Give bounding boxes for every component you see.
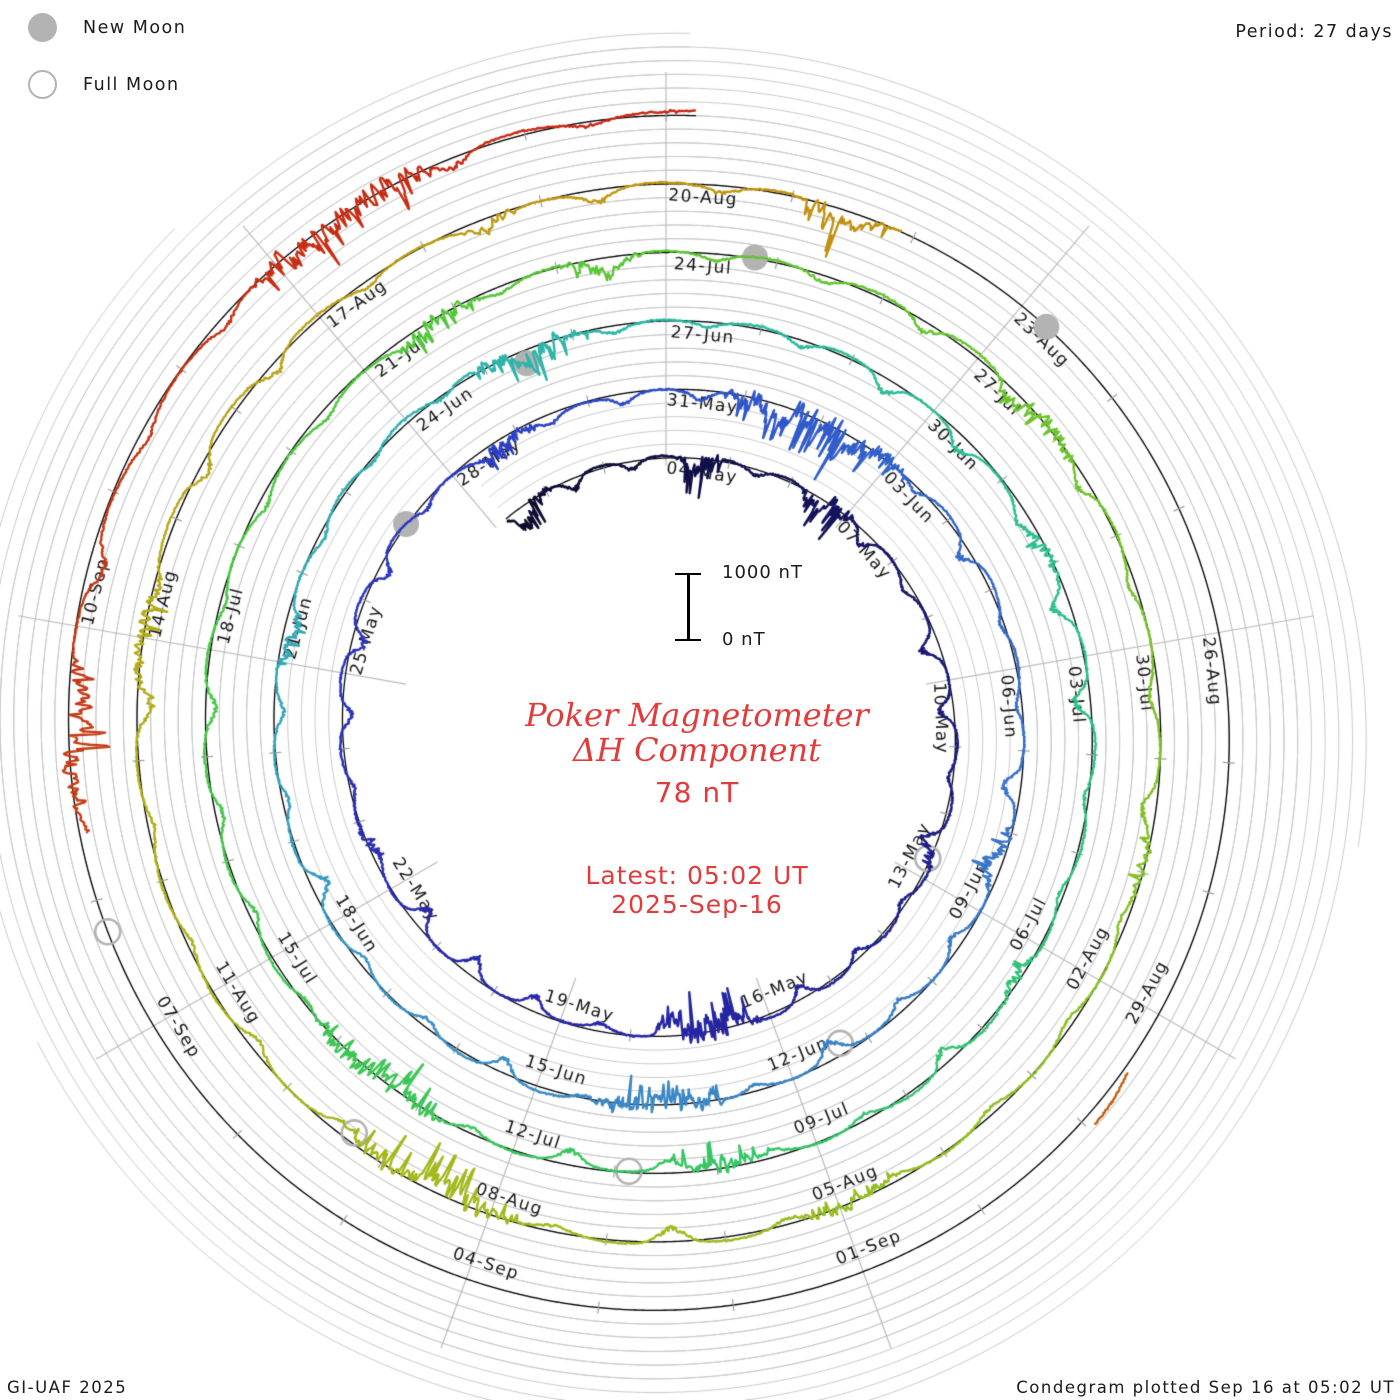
scale-bar-top-cap	[675, 573, 701, 575]
latest-timestamp	[585, 861, 808, 919]
plot-title-line1: Poker Magnetometer	[525, 696, 869, 734]
full-moon-label: Full Moon	[83, 74, 180, 95]
scale-top-label: 1000 nT	[722, 562, 803, 583]
current-value: 78 nT	[654, 776, 740, 809]
scale-bar	[687, 574, 690, 640]
latest-line2: 2025-Sep-16	[611, 890, 783, 919]
scale-bottom-label: 0 nT	[722, 629, 766, 650]
full-moon-icon	[28, 70, 57, 99]
new-moon-label: New Moon	[83, 17, 187, 38]
footer-credit: GI-UAF 2025	[7, 1378, 128, 1397]
plot-title	[525, 698, 869, 768]
legend-full-moon	[28, 70, 180, 99]
new-moon-icon	[28, 13, 57, 42]
latest-line1: Latest: 05:02 UT	[585, 861, 809, 890]
legend-new-moon	[28, 13, 186, 42]
scale-bar-bottom-cap	[675, 639, 701, 641]
period-label: Period: 27 days	[1235, 22, 1393, 42]
plot-title-line2: ΔH Component	[572, 731, 822, 769]
footer-plotted: Condegram plotted Sep 16 at 05:02 UT	[1016, 1378, 1395, 1397]
